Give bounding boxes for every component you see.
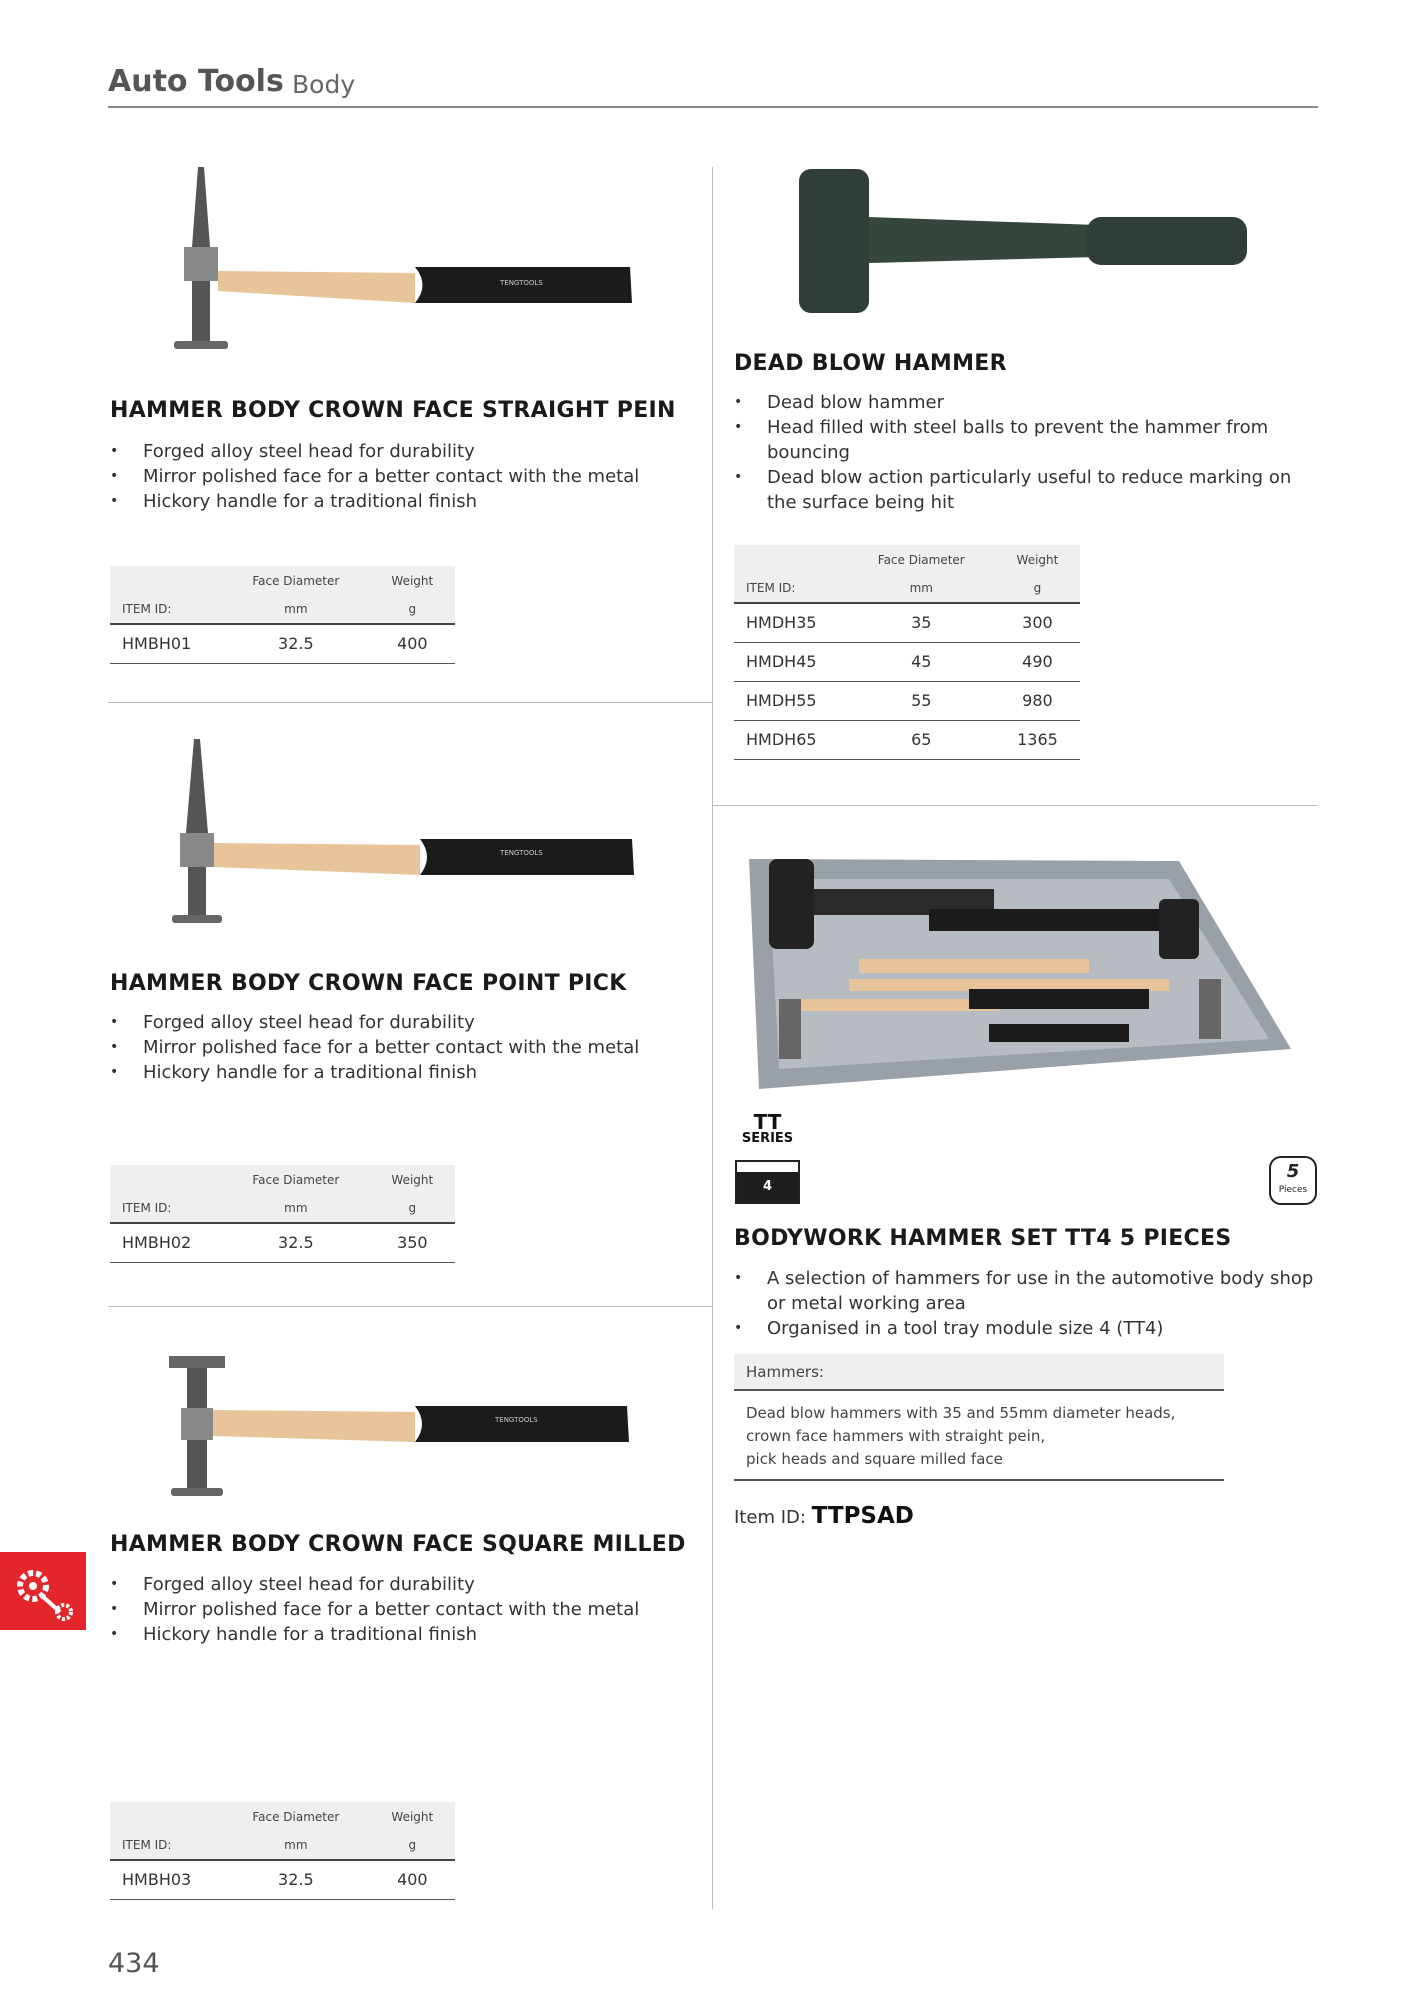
feature-item: • Forged alloy steel head for durability [110,1572,670,1597]
feature-item: • Hickory handle for a traditional finish [110,489,670,514]
table-cell: HMBH01 [110,624,222,663]
feature-item: • Head filled with steel balls to prevent the hammer from bouncing [734,415,1304,465]
square-milled-hammer-image [165,1350,635,1505]
feature-item: • Dead blow action particularly useful to reduce marking on the surface being hit [734,465,1304,515]
contents-line: Dead blow hammers with 35 and 55mm diameter heads, [746,1404,1176,1422]
table-cell: 32.5 [222,1860,370,1899]
feature-item: • Mirror polished face for a better contact with the metal [110,1035,670,1060]
table-cell: 55 [848,681,995,720]
hammer-set-tray-image [739,849,1294,1094]
table-cell: HMDH45 [734,642,848,681]
series-top: TT [753,1110,782,1134]
table-cell: HMDH65 [734,720,848,759]
spec-table [734,545,1080,760]
page-number: 434 [108,1948,160,1979]
table-cell: ITEM ID: [110,1831,222,1860]
table-row [734,720,1080,759]
feature-item: • Mirror polished face for a better contact with the metal [110,464,670,489]
point-pick-hammer-image [170,739,640,939]
col-header: Weight [370,566,455,595]
table-cell: HMDH35 [734,603,848,642]
svg-text:TENGTOOLS: TENGTOOLS [495,1416,538,1424]
divider [108,702,712,703]
contents-line: pick heads and square milled face [746,1450,1003,1468]
col-header: Face Diameter [222,566,370,595]
table-cell: 980 [995,681,1080,720]
table-row [110,1860,455,1899]
dead-blow-hammer-image [797,167,1257,317]
product-title: HAMMER BODY CROWN FACE SQUARE MILLED [110,1532,686,1557]
svg-text:TENGTOOLS: TENGTOOLS [500,849,543,857]
divider [108,1306,712,1307]
feature-item: • Hickory handle for a traditional finish [110,1060,670,1085]
item-id-value: TTPSAD [811,1503,914,1529]
table-cell: 32.5 [222,1223,370,1262]
table-cell: Weight [995,545,1080,574]
contents-line: crown face hammers with straight pein, [746,1427,1046,1445]
unit: mm [222,595,370,624]
feature-list [110,439,670,514]
divider [712,805,1318,806]
spec-table [110,1165,455,1263]
table-cell: 45 [848,642,995,681]
table-cell: Face Diameter [848,545,995,574]
table-cell: 300 [995,603,1080,642]
contents-header: Hammers: [734,1354,1224,1391]
col-header: ITEM ID: [110,595,222,624]
table-row [734,603,1080,642]
pieces-label: Pieces [1278,1185,1308,1195]
table-cell: ITEM ID: [734,574,848,603]
product-title: HAMMER BODY CROWN FACE POINT PICK [110,971,627,996]
unit: g [370,595,455,624]
table-cell: 400 [370,1860,455,1899]
product-title: HAMMER BODY CROWN FACE STRAIGHT PEIN [110,398,676,423]
product-title: BODYWORK HAMMER SET TT4 5 PIECES [734,1226,1232,1251]
section-subtitle: Body [292,70,356,99]
auto-tools-section-tab[interactable] [0,1552,86,1630]
table-cell: mm [222,1831,370,1860]
column-divider [712,167,713,1909]
set-contents-table [734,1354,1224,1481]
table-cell: Weight [370,1802,455,1831]
table-cell: HMBH03 [110,1860,222,1899]
section-title: Auto Tools [108,64,284,99]
item-id-line [734,1503,914,1529]
table-row [734,642,1080,681]
tt-series-badge [735,1110,800,1147]
feature-list [734,390,1304,515]
feature-item: • Hickory handle for a traditional finish [110,1622,670,1647]
table-cell: 32.5 [222,624,370,663]
table-cell: Weight [370,1165,455,1194]
feature-list [110,1010,670,1085]
feature-item: • Dead blow hammer [734,390,1304,415]
table-cell: 65 [848,720,995,759]
table-cell: 490 [995,642,1080,681]
spec-table [110,1802,455,1900]
table-cell: mm [848,574,995,603]
table-cell: 350 [370,1223,455,1262]
straight-pein-hammer-image [170,167,640,367]
feature-item: • Forged alloy steel head for durability [110,1010,670,1035]
feature-item: • Mirror polished face for a better contact with the metal [110,1597,670,1622]
feature-item: • Organised in a tool tray module size 4 (TT4) [734,1316,1314,1341]
product-title: DEAD BLOW HAMMER [734,351,1007,376]
table-row [110,624,455,663]
feature-list [734,1266,1314,1341]
table-cell: HMBH02 [110,1223,222,1262]
table-cell: g [370,1194,455,1223]
table-cell: g [370,1831,455,1860]
pieces-badge [1269,1156,1317,1205]
table-cell: mm [222,1194,370,1223]
table-cell: 35 [848,603,995,642]
header-divider [108,106,1318,108]
contents-body [734,1391,1224,1481]
item-id-label: Item ID: [734,1507,806,1528]
table-cell: 1365 [995,720,1080,759]
table-cell: HMDH55 [734,681,848,720]
table-cell: Face Diameter [222,1802,370,1831]
pieces-count: 5 [1286,1161,1300,1182]
table-cell: 400 [370,624,455,663]
module-number: 4 [737,1172,798,1202]
table-row [110,1223,455,1262]
module-size-badge [735,1160,800,1204]
feature-list [110,1572,670,1647]
table-row [734,681,1080,720]
spec-table [110,566,455,664]
series-label: SERIES [741,1131,794,1146]
table-cell: Face Diameter [222,1165,370,1194]
brand-logo: TENGTOOLS [500,279,543,287]
feature-item: • A selection of hammers for use in the automotive body shop or metal working area [734,1266,1314,1316]
gears-icon [0,1552,86,1630]
table-cell: g [995,574,1080,603]
table-cell: ITEM ID: [110,1194,222,1223]
feature-item: • Forged alloy steel head for durability [110,439,670,464]
